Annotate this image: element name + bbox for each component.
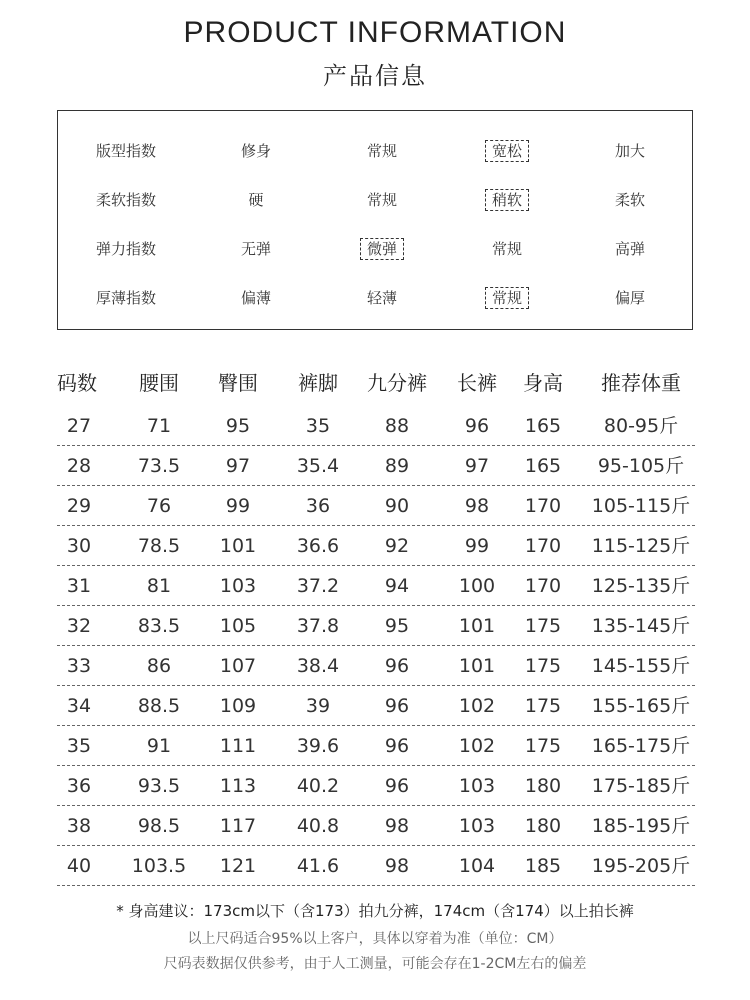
index-option-text: 常规 [491,240,522,258]
table-cell: 155-165斤 [591,695,691,717]
table-row [57,606,695,646]
table-row [57,766,695,806]
table-cell: 117 [219,815,257,837]
index-option [319,136,445,166]
index-option-text: 高弹 [614,240,645,258]
table-cell: 98 [384,855,410,877]
table-cell: 115-125斤 [591,535,691,557]
column-header: 腰围 [139,371,179,395]
table-row [57,566,695,606]
index-row [58,136,692,166]
index-option-text: 常规 [366,191,397,209]
table-cell: 92 [384,535,410,557]
table-cell: 102 [458,695,496,717]
table-cell: 121 [219,855,257,877]
table-cell: 89 [384,455,410,477]
index-option [319,283,445,313]
table-cell: 40.8 [296,815,340,837]
table-cell: 37.8 [296,615,340,637]
index-option [444,185,570,215]
table-cell: 86 [146,655,172,677]
index-option [567,283,693,313]
table-cell: 101 [458,655,496,677]
index-row [58,283,692,313]
table-row [57,446,695,486]
table-cell: 78.5 [137,535,181,557]
table-row [57,846,695,886]
table-cell: 39 [305,695,331,717]
table-cell: 38.4 [296,655,340,677]
table-cell: 165 [524,455,562,477]
table-cell: 36 [66,775,92,797]
table-row [57,526,695,566]
table-cell: 91 [146,735,172,757]
index-option [193,283,319,313]
column-header: 臀围 [218,371,258,395]
index-option-selected: 微弹 [360,238,404,260]
table-cell: 175-185斤 [591,775,691,797]
index-option-text: 硬 [248,191,264,209]
table-cell: 99 [464,535,490,557]
index-label [63,234,189,264]
table-cell: 95-105斤 [597,455,685,477]
table-row [57,726,695,766]
page-title-cn: 产品信息 [323,62,427,90]
fit-note: 以上尺码适合95%以上客户，具体以穿着为准（单位：CM） [187,931,563,947]
table-cell: 103 [219,575,257,597]
table-cell: 103 [458,815,496,837]
table-cell: 98.5 [137,815,181,837]
table-cell: 109 [219,695,257,717]
table-cell: 180 [524,775,562,797]
table-cell: 80-95斤 [603,415,679,437]
table-row [57,486,695,526]
table-cell: 165 [524,415,562,437]
table-cell: 81 [146,575,172,597]
table-cell: 170 [524,535,562,557]
table-cell: 29 [66,495,92,517]
index-option-text: 偏厚 [614,289,645,307]
index-option-text: 轻薄 [366,289,397,307]
table-cell: 170 [524,575,562,597]
index-label-text: 柔软指数 [95,191,156,209]
table-cell: 102 [458,735,496,757]
table-cell: 175 [524,655,562,677]
table-cell: 103 [458,775,496,797]
index-option [193,234,319,264]
index-option [444,234,570,264]
table-cell: 35 [305,415,331,437]
index-row [58,234,692,264]
table-cell: 107 [219,655,257,677]
column-header: 九分裤 [367,371,427,395]
index-option [319,234,445,264]
size-table [57,360,695,886]
index-option [567,185,693,215]
table-cell: 93.5 [137,775,181,797]
table-cell: 28 [66,455,92,477]
table-cell: 165-175斤 [591,735,691,757]
table-cell: 97 [225,455,251,477]
table-cell: 88 [384,415,410,437]
table-cell: 36.6 [296,535,340,557]
table-cell: 135-145斤 [591,615,691,637]
table-cell: 99 [225,495,251,517]
table-cell: 101 [219,535,257,557]
table-row [57,406,695,446]
index-option [567,136,693,166]
index-label [63,185,189,215]
table-cell: 105-115斤 [591,495,691,517]
table-cell: 113 [219,775,257,797]
table-cell: 34 [66,695,92,717]
table-row [57,646,695,686]
height-suggestion-note: * 身高建议：173cm以下（含173）拍九分裤，174cm（含174）以上拍长裤 [116,902,634,920]
index-option [193,185,319,215]
table-cell: 98 [384,815,410,837]
index-option-selected: 稍软 [485,189,529,211]
table-cell: 33 [66,655,92,677]
table-cell: 100 [458,575,496,597]
table-cell: 175 [524,735,562,757]
table-cell: 97 [464,455,490,477]
measurement-error-note: 尺码表数据仅供参考，由于人工测量，可能会存在1-2CM左右的偏差 [163,956,587,972]
table-cell: 175 [524,695,562,717]
table-cell: 76 [146,495,172,517]
table-cell: 111 [219,735,257,757]
table-cell: 35.4 [296,455,340,477]
index-option-selected: 常规 [485,287,529,309]
table-cell: 90 [384,495,410,517]
table-cell: 96 [384,695,410,717]
table-cell: 104 [458,855,496,877]
index-option-text: 修身 [240,142,271,160]
table-cell: 41.6 [296,855,340,877]
table-cell: 95 [225,415,251,437]
table-cell: 31 [66,575,92,597]
column-header: 长裤 [457,371,497,395]
table-cell: 96 [384,735,410,757]
index-option-text: 柔软 [614,191,645,209]
table-cell: 40.2 [296,775,340,797]
table-cell: 96 [384,655,410,677]
column-header: 推荐体重 [601,371,681,395]
table-cell: 96 [464,415,490,437]
table-cell: 37.2 [296,575,340,597]
table-cell: 88.5 [137,695,181,717]
index-label [63,136,189,166]
index-option-text: 无弹 [240,240,271,258]
table-cell: 38 [66,815,92,837]
page-title-en: PRODUCT INFORMATION [183,16,567,49]
table-cell: 96 [384,775,410,797]
column-header: 身高 [523,371,563,395]
table-cell: 145-155斤 [591,655,691,677]
index-option-text: 加大 [614,142,645,160]
table-cell: 125-135斤 [591,575,691,597]
index-row [58,185,692,215]
table-cell: 30 [66,535,92,557]
table-cell: 32 [66,615,92,637]
table-cell: 36 [305,495,331,517]
table-cell: 180 [524,815,562,837]
table-cell: 35 [66,735,92,757]
table-cell: 101 [458,615,496,637]
table-cell: 94 [384,575,410,597]
table-cell: 175 [524,615,562,637]
index-option [567,234,693,264]
column-header: 码数 [57,371,97,395]
index-option [444,136,570,166]
table-cell: 95 [384,615,410,637]
table-cell: 103.5 [131,855,187,877]
table-cell: 39.6 [296,735,340,757]
index-label-text: 厚薄指数 [95,289,156,307]
index-option [444,283,570,313]
index-label [63,283,189,313]
index-label-text: 版型指数 [95,142,156,160]
table-cell: 40 [66,855,92,877]
table-row [57,806,695,846]
table-cell: 185 [524,855,562,877]
table-cell: 195-205斤 [591,855,691,877]
index-option [319,185,445,215]
index-table [57,110,693,330]
index-option-text: 常规 [366,142,397,160]
table-cell: 105 [219,615,257,637]
table-cell: 185-195斤 [591,815,691,837]
table-cell: 27 [66,415,92,437]
index-label-text: 弹力指数 [95,240,156,258]
table-cell: 170 [524,495,562,517]
size-table-body [57,406,695,886]
table-cell: 83.5 [137,615,181,637]
index-option-text: 偏薄 [240,289,271,307]
table-cell: 73.5 [137,455,181,477]
size-table-header [57,360,695,406]
table-cell: 98 [464,495,490,517]
table-row [57,686,695,726]
index-option-selected: 宽松 [485,140,529,162]
index-option [193,136,319,166]
table-cell: 71 [146,415,172,437]
column-header: 裤脚 [298,371,338,395]
